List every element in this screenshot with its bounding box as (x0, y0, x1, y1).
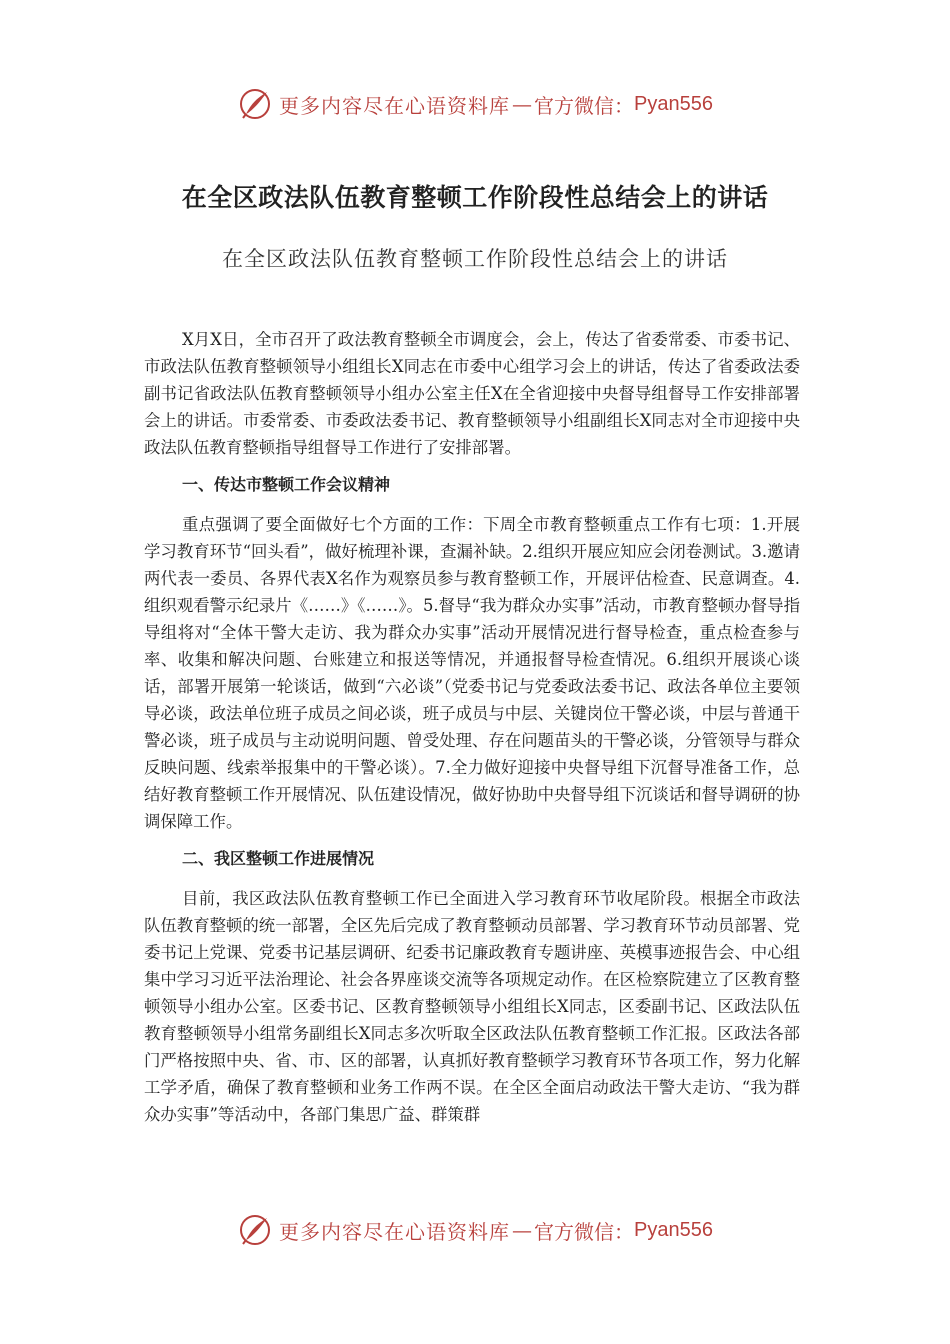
header-banner (0, 82, 950, 126)
footer-banner (0, 1208, 950, 1252)
banner-separator: — (512, 1218, 533, 1242)
banner-separator: — (512, 92, 533, 116)
brand-text: 更多内容尽在心语资料库 (279, 1219, 511, 1244)
quill-pen-logo-icon (237, 1212, 273, 1248)
intro-paragraph: X月X日，全市召开了政法教育整顿全市调度会，会上，传达了省委常委、市委书记、市政法队伍教育整顿领导小组组长X同志在市委中心组学习会上的讲话，传达了省委政法委副书记省政法队伍教育整顿领导小组办公室主任X在全省迎接中央督导组督导工作安排部署会上的讲话。市委常委、市委政法委书记、教育整顿领导小组副组长X同志对全市迎接中央政法队伍教育整顿指导组督导工作进行了安排部署。 (144, 330, 800, 457)
section-1-paragraph: 重点强调了要全面做好七个方面的工作：下周全市教育整顿重点工作有七项：1.开展学习教育环节“回头看”，做好梳理补课，查漏补缺。2.组织开展应知应会闭卷测试。3.邀请两代表一委员、各界代表X名作为观察员参与教育整顿工作，开展评估检查、民意调查。4.组织观看警示纪录片《……》《……》。5.督导“我为群众办实事”活动，市教育整顿办督导指导组将对“全体干警大走访、我为群众办实事”活动开展情况进行督导检查，重点检查参与率、收集和解决问题、台账建立和报送等情况，并通报督导检查情况。6.组织开展谈心谈话，部署开展第一轮谈话，做到“六必谈”（党委书记与党委政法委书记、政法各单位主要领导必谈，政法单位班子成员之间必谈，班子成员与中层、关键岗位干警必谈，中层与普通干警必谈，班子成员与主动说明问题、曾受处理、存在问题苗头的干警必谈，分管领导与群众反映问题、线索举报集中的干警必谈）。7.全力做好迎接中央督导组下沉督导准备工作，总结好教育整顿工作开展情况、队伍建设情况，做好协助中央督导组下沉谈话和督导调研的协调保障工作。 (144, 515, 800, 831)
section-2-heading: 二、我区整顿工作进展情况 (182, 849, 375, 868)
wechat-id: Pyan556 (634, 92, 713, 115)
quill-pen-logo-icon (237, 86, 273, 122)
section-1-heading: 一、传达市整顿工作会议精神 (182, 475, 391, 494)
document-body (144, 326, 800, 1139)
wechat-id: Pyan556 (634, 1218, 713, 1241)
brand-text: 更多内容尽在心语资料库 (279, 93, 511, 118)
document-title: 在全区政法队伍教育整顿工作阶段性总结会上的讲话 (181, 183, 769, 212)
document-subtitle: 在全区政法队伍教育整顿工作阶段性总结会上的讲话 (222, 247, 728, 271)
section-2-paragraph: 目前，我区政法队伍教育整顿工作已全面进入学习教育环节收尾阶段。根据全市政法队伍教育整顿的统一部署，全区先后完成了教育整顿动员部署、学习教育环节动员部署、党委书记上党课、党委书记基层调研、纪委书记廉政教育专题讲座、英模事迹报告会、中心组集中学习习近平法治理论、社会各界座谈交流等各项规定动作。在区检察院建立了区教育整顿领导小组办公室。区委书记、区教育整顿领导小组组长X同志，区委副书记、区政法队伍教育整顿领导小组常务副组长X同志多次听取全区政法队伍教育整顿工作汇报。区政法各部门严格按照中央、省、市、区的部署，认真抓好教育整顿学习教育环节各项工作，努力化解工学矛盾，确保了教育整顿和业务工作两不误。在全区全面启动政法干警大走访、“我为群众办实事”等活动中，各部门集思广益、群策群 (144, 889, 800, 1124)
wechat-label: 官方微信： (534, 1219, 635, 1244)
wechat-label: 官方微信： (534, 93, 635, 118)
